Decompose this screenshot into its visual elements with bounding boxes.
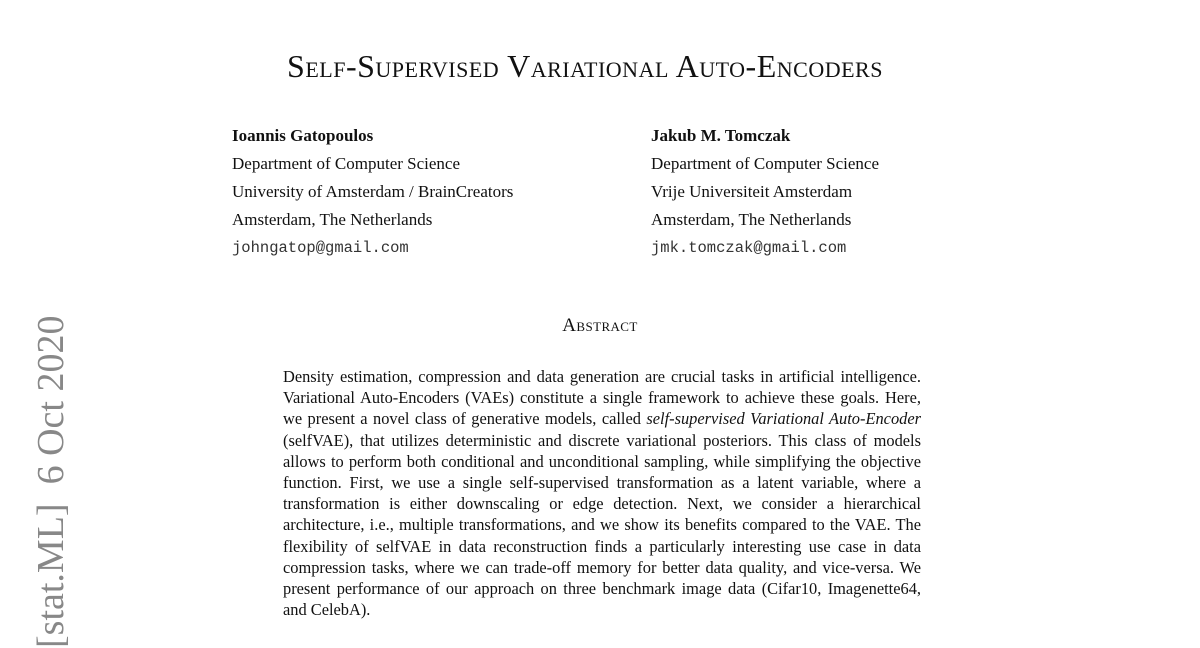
author-email[interactable]: johngatop@gmail.com	[232, 239, 409, 257]
author-block	[232, 122, 513, 262]
author-department: Department of Computer Science	[651, 154, 880, 173]
author-department: Department of Computer Science	[232, 154, 461, 173]
paper-title: Self-Supervised Variational Auto-Encoders	[287, 48, 883, 84]
author-name: Ioannis Gatopoulos	[232, 126, 374, 145]
abstract-part: Density estimation, compression and data generation are crucial tasks in artificial intelligence. Variational Auto-Encoders (VAEs) constitute a single framework to achieve these goals. Here, we present a novel class of generative models, called	[283, 367, 921, 429]
author-location: Amsterdam, The Netherlands	[651, 210, 852, 229]
abstract-heading: Abstract	[562, 315, 638, 336]
author-institution: University of Amsterdam / BrainCreators	[232, 182, 514, 201]
abstract-part: (selfVAE), that utilizes deterministic and discrete variational posteriors. This class of models allows to perform both conditional and unconditional sampling, while simplifying the objective function. First, we use a single self-supervised transformation as a latent variable, where a transformation is either downscaling or edge detection. Next, we consider a hierarchical architecture, i.e., multiple transformations, and we show its benefits compared to the VAE. The flexibility of selfVAE in data reconstruction finds a particularly interesting use case in data compression tasks, where we can trade-off memory for better data quality, and vice-versa. We present performance of our approach on three benchmark image data (Cifar10, Imagenette64, and CelebA).	[283, 430, 921, 620]
abstract-text	[283, 366, 921, 620]
abstract-emphasis: self-supervised Variational Auto-Encoder	[646, 409, 921, 429]
arxiv-side-stamp: [stat.ML] 6 Oct 2020	[30, 315, 72, 648]
author-institution: Vrije Universiteit Amsterdam	[651, 182, 853, 201]
author-email[interactable]: jmk.tomczak@gmail.com	[651, 239, 847, 257]
author-block	[651, 122, 879, 262]
author-name: Jakub M. Tomczak	[651, 126, 791, 145]
author-location: Amsterdam, The Netherlands	[232, 210, 433, 229]
